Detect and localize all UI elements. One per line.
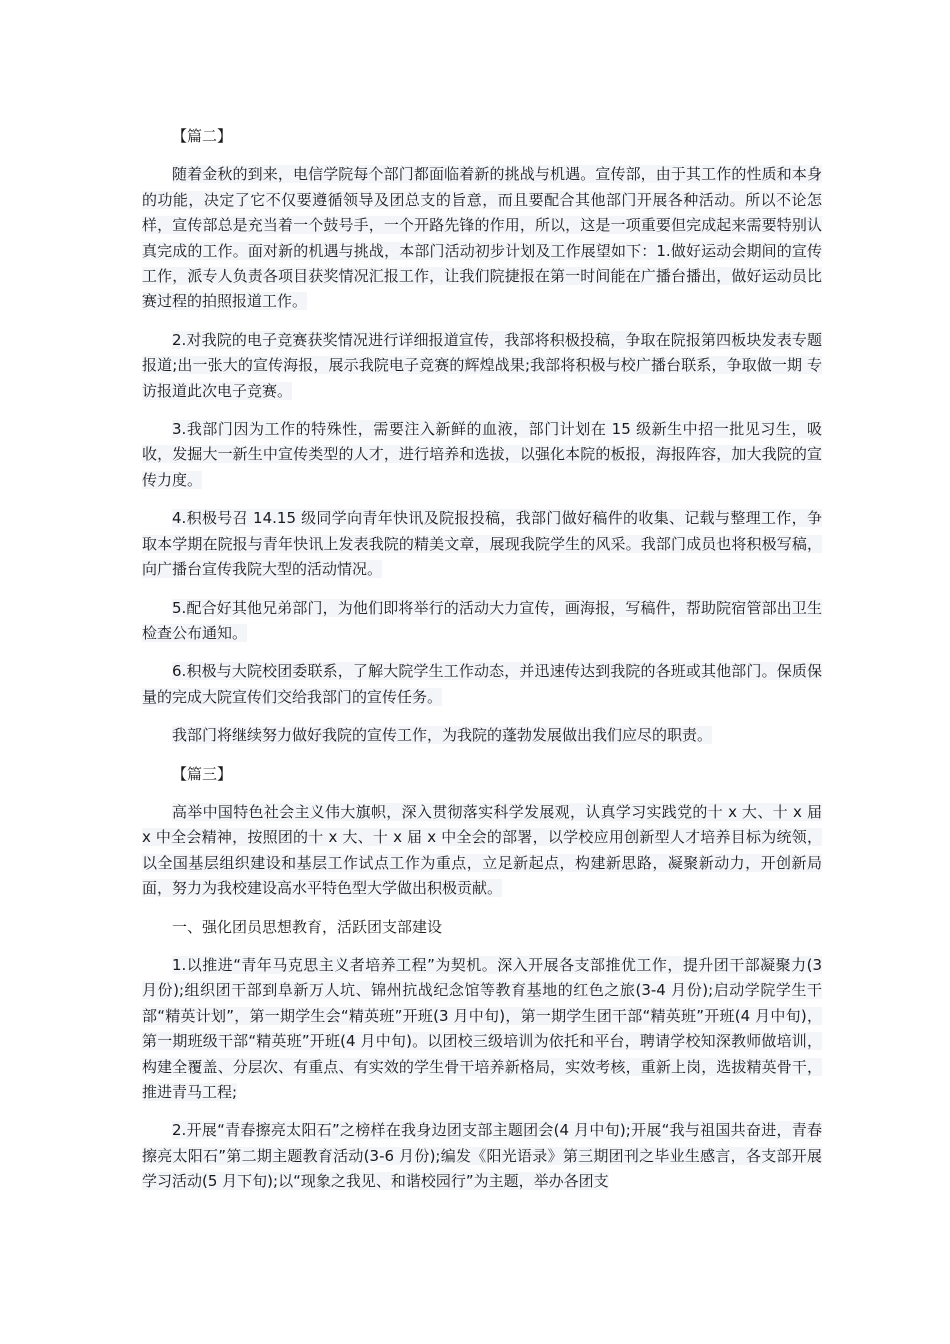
paragraph-text: 高举中国特色社会主义伟大旗帜，深入贯彻落实科学发展观，认真学习实践党的十 x 大、十 x 届 x 中全会精神，按照团的十 x 大、十 x 届 x 中全会的部署，以学校应用创新型人才培养目标为统领，以全国基层组织建设和基层工作试点工作为重点，立足新起点，构建新思路，凝聚新动力，开创新局面，努力为我校建设高水平特色型大学做出积极贡献。 [142, 802, 822, 898]
paragraph-item-2 [142, 328, 822, 404]
section-heading-3: 【篇三】 [172, 764, 233, 783]
section-heading-2: 【篇二】 [172, 127, 233, 145]
paragraph-text: 6.积极与大院校团委联系，了解大院学生工作动态，并迅速传达到我院的各班或其他部门。保质保量的完成大院宣传们交给我部门的宣传任务。 [142, 662, 822, 706]
paragraph-text: 5.配合好其他兄弟部门，为他们即将举行的活动大力宣传，画海报，写稿件，帮助院宿管部出卫生检查公布通知。 [142, 598, 822, 642]
paragraph-item-4 [142, 506, 822, 582]
document-page [142, 124, 822, 1208]
paragraph-subheading-1 [142, 915, 822, 940]
paragraph-guideline [142, 800, 822, 902]
paragraph-closing [142, 723, 822, 748]
paragraph-plan-1 [142, 953, 822, 1105]
paragraph-item-3 [142, 417, 822, 493]
paragraph-text: 2.对我院的电子竞赛获奖情况进行详细报道宣传，我部将积极投稿，争取在院报第四板块发表专题报道;出一张大的宣传海报，展示我院电子竞赛的辉煌战果;我部将积极与校广播台联系，争取做一期 专访报道此次电子竞赛。 [142, 330, 822, 400]
paragraph-text: 2.开展“青春擦亮太阳石”之榜样在我身边团支部主题团会(4 月中旬);开展“我与祖国共奋进，青春擦亮太阳石”第二期主题教育活动(3-6 月份);编发《阳光语录》第三期团刊之毕业生感言，各支部开展学习活动(5 月下旬);以“现象之我见、和谐校园行”为主题，举办各团支 [142, 1121, 822, 1191]
paragraph-text: 1.以推进“青年马克思主义者培养工程”为契机。深入开展各支部推优工作，提升团干部凝聚力(3 月份);组织团干部到阜新万人坑、锦州抗战纪念馆等教育基地的红色之旅(3-4 月份);启动学院学生干部“精英计划”，第一期学生会“精英班”开班(3 月中旬)，第一期学生团干部“精英班”开班(4 月中旬)，第一期班级干部“精英班”开班(4 月中旬)。以团校三级培训为依托和平台，聘请学校知深教师做培训，构建全覆盖、分层次、有重点、有实效的学生骨干培养新格局，实效考核，重新上岗，选拔精英骨干，推进青马工程; [142, 955, 822, 1101]
paragraph-text: 一、强化团员思想教育，活跃团支部建设 [172, 917, 443, 936]
paragraph-plan-2 [142, 1118, 822, 1194]
paragraph-text: 4.积极号召 14.15 级同学向青年快讯及院报投稿，我部门做好稿件的收集、记载与整理工作，争取本学期在院报与青年快讯上发表我院的精美文章，展现我院学生的风采。我部门成员也将积极写稿，向广播台宣传我院大型的活动情况。 [142, 509, 822, 579]
paragraph-intro [142, 162, 822, 314]
paragraph-text: 3.我部门因为工作的特殊性，需要注入新鲜的血液，部门计划在 15 级新生中招一批见习生，吸收，发掘大一新生中宣传类型的人才，进行培养和选拔，以强化本院的板报，海报阵容，加大我院的宣传力度。 [142, 420, 822, 489]
paragraph-item-6 [142, 659, 822, 710]
paragraph-text: 我部门将继续努力做好我院的宣传工作，为我院的蓬勃发展做出我们应尽的职责。 [172, 726, 713, 745]
paragraph-item-5 [142, 596, 822, 647]
paragraph-text: 随着金秋的到来，电信学院每个部门都面临着新的挑战与机遇。宣传部，由于其工作的性质和本身的功能，决定了它不仅要遵循领导及团总支的旨意，而且要配合其他部门开展各种活动。所以不论怎样，宣传部总是充当着一个鼓号手，一个开路先锋的作用，所以，这是一项重要但完成起来需要特别认真完成的工作。面对新的机遇与挑战，本部门活动初步计划及工作展望如下：1.做好运动会期间的宣传工作，派专人负责各项目获奖情况汇报工作，让我们院捷报在第一时间能在广播台播出，做好运动员比赛过程的拍照报道工作。 [142, 165, 822, 311]
